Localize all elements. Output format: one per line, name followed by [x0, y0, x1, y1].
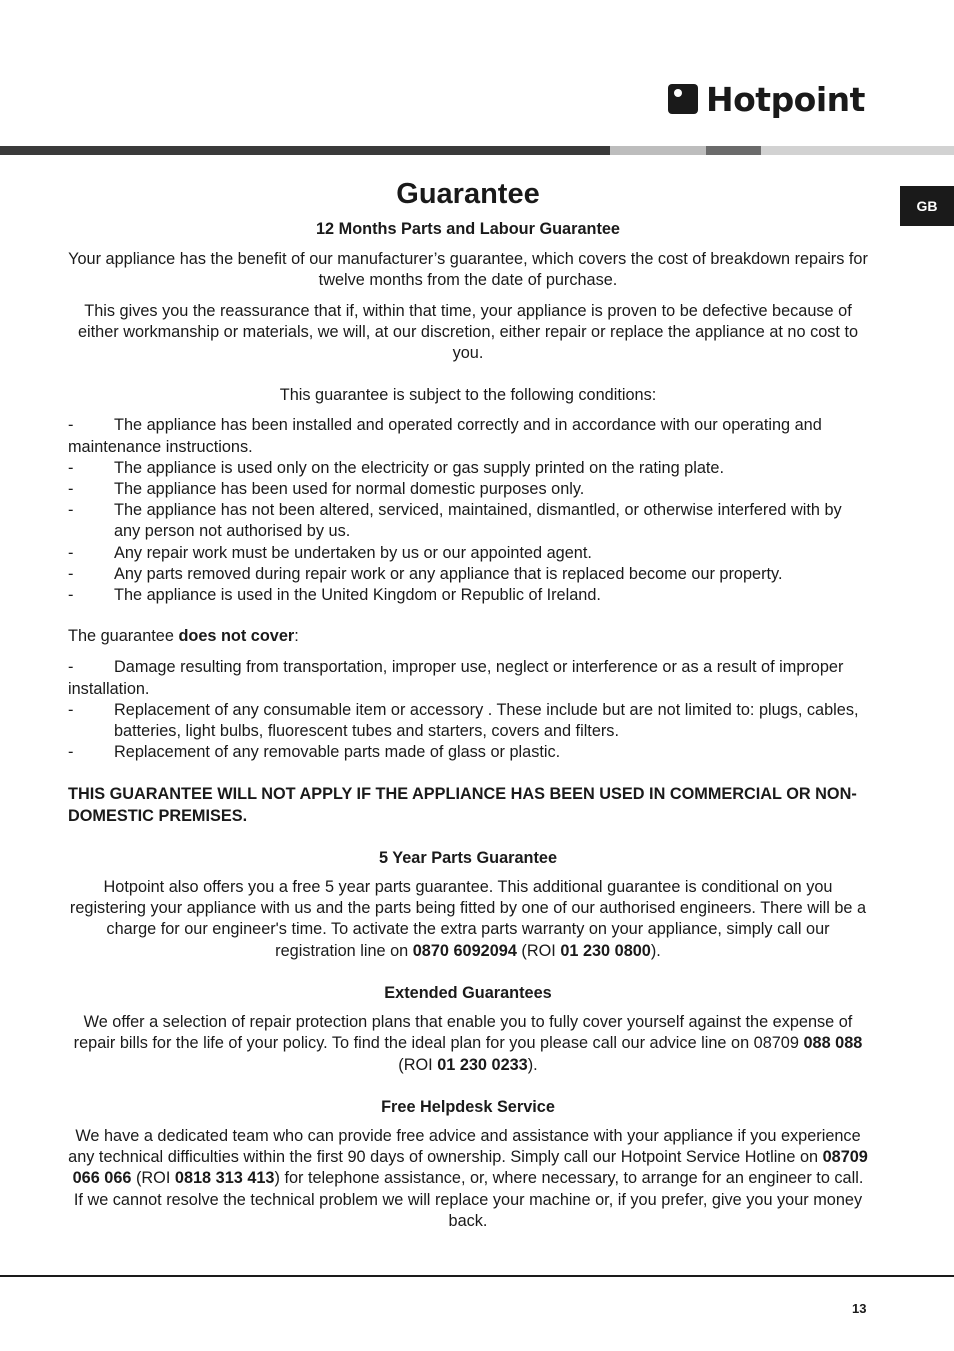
list-dash: -	[68, 458, 74, 477]
list-item: - Damage resulting from transportation, improper use, neglect or interference or as a result of improper installation.	[68, 658, 844, 698]
list-item: - The appliance is used only on the electricity or gas supply printed on the rating plate.	[68, 458, 868, 479]
logo-text: Hotpoint	[706, 79, 865, 119]
paragraph-extended: We offer a selection of repair protection plans that enable you to fully cover yourself against the expense of repair bills for the life of your policy. To find the ideal plan for you please call our advice line on 08709 088 088 (ROI 01 230 0233).	[73, 1013, 863, 1074]
exclusions-list	[68, 657, 868, 763]
footer-divider	[0, 1275, 954, 1277]
list-dash: -	[68, 480, 74, 499]
list-dash: -	[68, 416, 74, 435]
conditions-list	[68, 415, 868, 606]
list-item: - The appliance has been installed and operated correctly and in accordance with our operating and maintenance instructions.	[68, 416, 822, 456]
list-dash: -	[68, 658, 74, 677]
list-dash: -	[68, 700, 74, 719]
paragraph-manufacturer-guarantee: Your appliance has the benefit of our manufacturer’s guarantee, which covers the cost of breakdown repairs for twelve months from the date of purchase.	[68, 250, 868, 290]
header-bar-dark	[0, 146, 610, 155]
section-heading-12-months: 12 Months Parts and Labour Guarantee	[316, 220, 620, 238]
registration-phone: 0870 6092094	[412, 941, 517, 960]
list-dash: -	[68, 501, 74, 520]
header-bar-light	[610, 146, 706, 155]
advice-phone-roi: 01 230 0233	[437, 1055, 528, 1074]
list-item: - Replacement of any consumable item or accessory . These include but are not limited to: plugs, cables, batteries, light bulbs, fluorescent tubes and starters, covers and filters.	[68, 700, 859, 741]
section-heading-5-year: 5 Year Parts Guarantee	[379, 848, 557, 867]
list-dash: -	[68, 743, 74, 762]
list-dash: -	[68, 586, 74, 605]
language-tab-gb: GB	[900, 186, 954, 226]
registration-phone-roi: 01 230 0800	[560, 941, 651, 960]
not-cover-intro: The guarantee does not cover:	[68, 627, 299, 646]
list-item: - Any repair work must be undertaken by us or our appointed agent.	[68, 543, 868, 564]
hotpoint-logo	[668, 78, 865, 120]
list-item: - Any parts removed during repair work or any appliance that is replaced become our property.	[68, 564, 868, 585]
list-item: - Replacement of any removable parts made of glass or plastic.	[68, 742, 868, 763]
header-bar-mid	[706, 146, 761, 155]
hotline-phone-roi: 0818 313 413	[174, 1169, 275, 1188]
section-heading-extended: Extended Guarantees	[384, 983, 552, 1002]
page-number: 13	[852, 1301, 867, 1316]
header-bar-pale	[761, 146, 954, 155]
list-dash: -	[68, 543, 74, 562]
list-item: - The appliance has not been altered, serviced, maintained, dismantled, or otherwise interfered with by any person not authorised by us.	[68, 501, 842, 541]
list-item: - The appliance is used in the United Kingdom or Republic of Ireland.	[68, 585, 868, 606]
list-dash: -	[68, 564, 74, 583]
commercial-warning: THIS GUARANTEE WILL NOT APPLY IF THE APPLIANCE HAS BEEN USED IN COMMERCIAL OR NON-DOMESTIC PREMISES.	[68, 785, 857, 825]
advice-phone: 088 088	[803, 1034, 863, 1053]
paragraph-helpdesk: We have a dedicated team who can provide free advice and assistance with your appliance if you experience any technical difficulties within the first 90 days of ownership. Simply call our Hotpoint Service Hotline on 08709 066 066 (ROI 0818 313 413) for telephone assistance, or, where necessary, to arrange for an engineer to call. If we cannot resolve the technical problem we will replace your machine or, if you prefer, give you your money back.	[68, 1126, 868, 1230]
paragraph-reassurance: This gives you the reassurance that if, within that time, your appliance is proven to be defective because of either workmanship or materials, we will, at our discretion, either repair or replace the appliance at no cost to you.	[77, 301, 859, 363]
page-title: Guarantee	[396, 178, 540, 210]
section-heading-helpdesk: Free Helpdesk Service	[381, 1097, 555, 1116]
conditions-intro: This guarantee is subject to the following conditions:	[279, 386, 657, 405]
hotpoint-logo-mark-icon	[668, 84, 698, 114]
guarantee-content	[68, 176, 868, 1232]
paragraph-5-year: Hotpoint also offers you a free 5 year parts guarantee. This additional guarantee is conditional on you registering your appliance with us and the parts being fitted by one of our authorised engineers. There will be a charge for our engineer's time. To activate the extra parts warranty on your appliance, simply call our registration line on 0870 6092094 (ROI 01 230 0800).	[69, 878, 867, 960]
hotline-phone: 08709 066 066	[72, 1148, 868, 1188]
list-item: - The appliance has been used for normal domestic purposes only.	[68, 479, 868, 500]
